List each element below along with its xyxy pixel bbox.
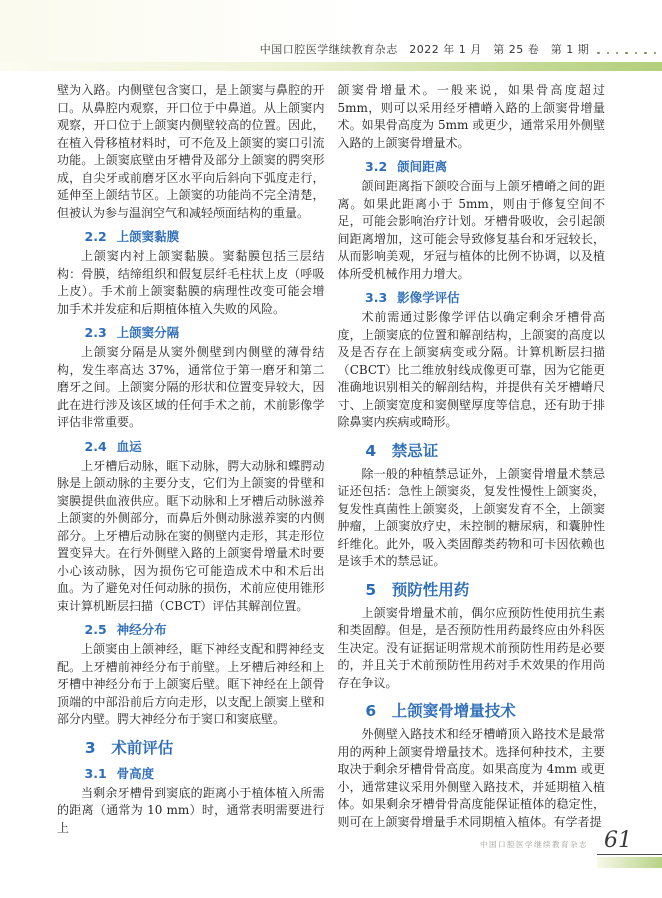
section-heading-2.3 [57, 324, 325, 342]
dot-icon [635, 52, 637, 54]
journal-header-text: 中国口腔医学继续教育杂志 2022 年 1 月 第 25 卷 第 1 期 [259, 43, 590, 56]
section-heading-3.2 [338, 158, 606, 176]
heading-number: 2.4 [84, 438, 107, 454]
paragraph: 上颌窦由上颌神经，眶下神经支配和腭神经支配。上牙槽前神经分布于前壁。上牙槽后神经和上牙槽中神经分布于上颌窦后壁。眶下神经在上颌骨顶端的中部沿前后方向走形，以支配上颌窦上壁和部分内壁。腭大神经分布于窦口和窦底壁。 [57, 642, 325, 726]
paragraph: 除一般的种植禁忌证外，上颌窦骨增量术禁忌证还包括：急性上颌窦炎，复发性慢性上颌窦炎，复发性真菌性上颌窦炎，上颌窦发育不全，上颌窦肿瘤，上颌窦放疗史，未控制的糖尿病，和囊肿性纤维化。此外，吸入类固醇类药物和可卡因依赖也是该手术的禁忌证。 [337, 466, 605, 568]
section-heading-3.3 [338, 289, 606, 307]
heading-title: 上颌窦黏膜 [116, 229, 180, 244]
heading-number: 3.3 [365, 290, 388, 305]
heading-number: 2.5 [84, 622, 107, 637]
section-heading-6 [338, 701, 606, 722]
heading-number: 3.1 [84, 765, 107, 781]
page-number: 61 [604, 828, 632, 853]
header-gradient-bar [0, 62, 662, 71]
heading-title: 血运 [116, 438, 142, 454]
paragraph-continuation: 壁为入路。内侧壁包含窦口，是上颌窦与鼻腔的开口。从鼻腔内观察，开口位于中鼻道。从上颌窦内观察，开口位于上颌窦内侧壁较高的位置。因此，在植入骨移植材料时，可不危及上颌窦的窦口引流功能。上颌窦底壁由牙槽骨及部分上颌窦的腭突形成，自尖牙或前磨牙区水平向后斜向下弧度走行，延伸至上颌结节区。上颌窦的功能尚不完全清楚，但被认为参与温润空气和减轻颅面结构的重量。 [57, 83, 325, 220]
heading-title: 术前评估 [111, 738, 174, 757]
heading-number: 6 [365, 702, 377, 720]
paragraph: 上颌窦分隔是从窦外侧壁到内侧壁的薄骨结构，发生率高达 37%，通常位于第一磨牙和第二磨牙之间。上颌窦分隔的形状和位置变异较大，因此在进行涉及该区域的任何手术之前，术前影像学评估非常重要。 [57, 345, 325, 429]
dot-icon [625, 52, 627, 54]
section-heading-4 [338, 441, 606, 462]
header-dot-leaders-icon [597, 52, 656, 54]
footer-journal-name: 中国口腔医学继续教育杂志 [480, 840, 588, 849]
paragraph: 当剩余牙槽骨到窦底的距离小于植体植入所需的距离（通常为 10 mm）时，通常表明需要进行上 [57, 785, 325, 835]
section-heading-3 [57, 738, 325, 759]
footer-rule [597, 854, 662, 855]
paragraph: 颌间距离指下颌咬合面与上颌牙槽嵴之间的距离。如果此距离小于 5mm，则由于修复空间不足，可能会影响治疗计划。牙槽骨吸收，会引起颌间距离增加，这可能会导致修复基台和牙冠较长，从而影响美观，牙冠与植体的比例不协调，以及植体所受机械作用力增大。 [337, 179, 605, 281]
footer-line [402, 829, 662, 853]
right-column [338, 82, 606, 837]
section-heading-5 [338, 580, 606, 601]
heading-number: 4 [365, 441, 377, 460]
paragraph: 外侧壁入路技术和经牙槽嵴顶入路技术是最常用的两种上颌窦骨增量技术。选择何种技术，主要取决于剩余牙槽骨骨高度。如果高度为 4mm 或更小，通常建议采用外侧壁入路技术，并延期植入植体。如果剩余牙槽骨骨高度能保证植体的稳定性，则可在上颌窦骨增量手术同期植入植体。有学者提 [337, 727, 605, 829]
dot-icon [597, 52, 599, 54]
heading-title: 禁忌证 [391, 441, 439, 460]
page-footer [402, 829, 662, 868]
heading-number: 2.2 [84, 229, 107, 244]
paragraph: 上颌窦内衬上颌窦黏膜。窦黏膜包括三层结构：骨膜，结缔组织和假复层纤毛柱状上皮（呼吸上皮）。手术前上颌窦黏膜的病理性改变可能会增加手术并发症和后期植体植入失败的风险。 [57, 249, 325, 316]
heading-title: 上颌窦骨增量技术 [391, 702, 516, 720]
heading-number: 2.3 [84, 325, 107, 340]
paragraph-continuation: 颌窦骨增量术。一般来说，如果骨高度超过 5mm，则可以采用经牙槽嵴入路的上颌窦骨增量术。如果骨高度为 5mm 或更少，通常采用外侧壁入路的上颌窦骨增量术。 [337, 83, 605, 150]
heading-title: 预防性用药 [391, 580, 470, 599]
paragraph: 术前需通过影像学评估以确定剩余牙槽骨高度，上颌窦底的位置和解剖结构，上颌窦的高度以及是否存在上颌窦病变或分隔。计算机断层扫描（CBCT）比二维放射线成像更可靠，因为它能更准确地识别相关的解剖结构，并提供有关牙槽嵴尺寸、上颌窦宽度和窦侧壁厚度等信息，还有助于排除鼻窦内疾病或畸形。 [337, 310, 605, 429]
article-body [57, 82, 605, 837]
paragraph: 上牙槽后动脉，眶下动脉，腭大动脉和蝶腭动脉是上颌动脉的主要分支，它们为上颌窦的骨壁和窦膜提供血液供应。眶下动脉和上牙槽后动脉滋养上颌窦的外侧部分，而鼻后外侧动脉滋养窦的内侧部分。上牙槽后动脉在窦的侧壁内走形，其走形位置变异大。在行外侧壁入路的上颌窦骨增量术时要小心该动脉，因为损伤它可能造成术中和术后出血。为了避免对任何动脉的损伤，术前应使用锥形束计算机断层扫描（CBCT）评估其解剖位置。 [57, 458, 325, 613]
dot-icon [654, 52, 656, 54]
dot-icon [616, 52, 618, 54]
page-header [0, 0, 662, 62]
section-heading-2.5 [57, 621, 325, 639]
heading-number: 3.2 [365, 159, 388, 174]
heading-number: 5 [365, 580, 377, 599]
left-column [57, 82, 325, 837]
paragraph: 上颌窦骨增量术前，偶尔应预防性使用抗生素和类固醇。但是，是否预防性用药最终应由外科医生决定。没有证据证明常规术前预防性用药是必要的，并且关于术前预防性用药对手术效果的作用尚存在争议。 [337, 605, 605, 690]
heading-number: 3 [84, 738, 96, 757]
dot-icon [644, 52, 646, 54]
heading-title: 神经分布 [116, 622, 167, 637]
heading-title: 影像学评估 [397, 290, 460, 305]
section-heading-3.1 [57, 765, 325, 783]
section-heading-2.2 [57, 228, 325, 246]
heading-title: 上颌窦分隔 [116, 325, 180, 340]
heading-title: 颌间距离 [397, 159, 448, 174]
dot-icon [607, 52, 609, 54]
footer-gradient-bar [597, 857, 662, 868]
section-heading-2.4 [57, 438, 325, 456]
heading-title: 骨高度 [116, 765, 155, 781]
